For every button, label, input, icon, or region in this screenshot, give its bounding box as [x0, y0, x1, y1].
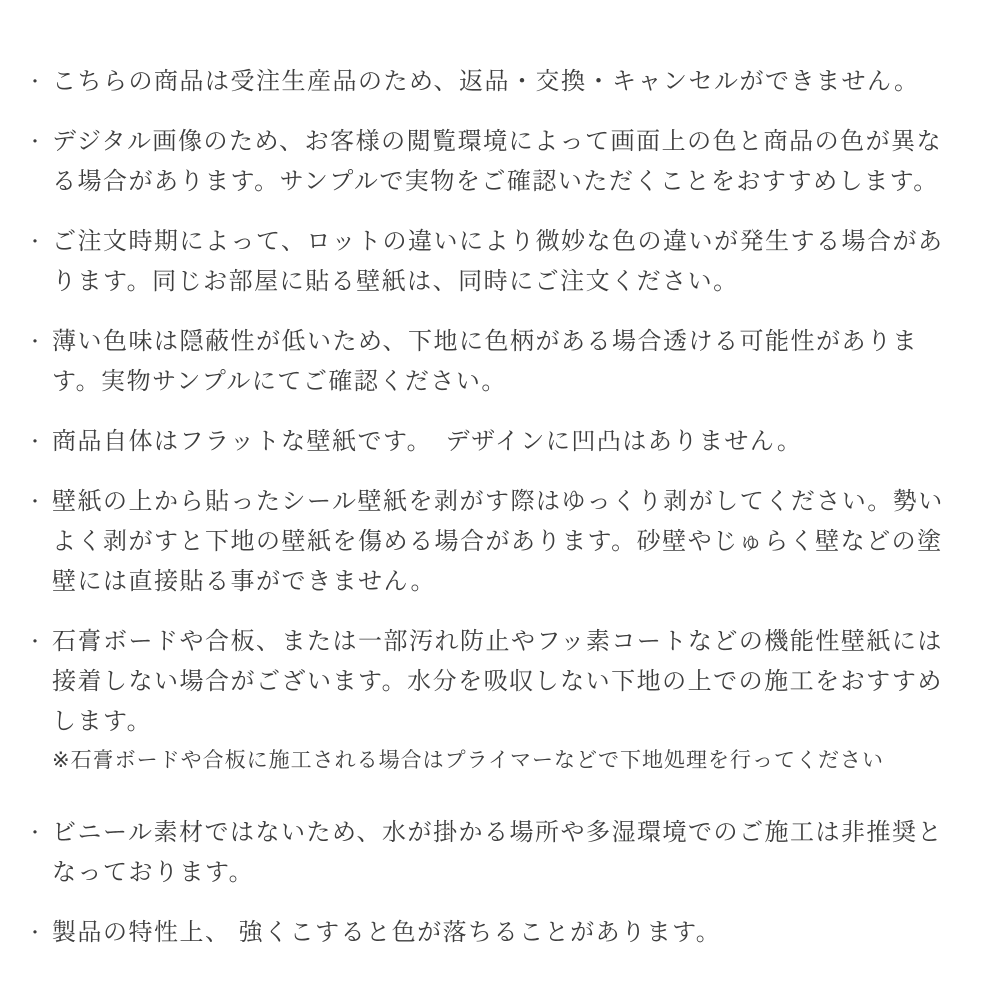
bullet-icon: ・	[26, 232, 44, 252]
bullet-icon: ・	[26, 132, 44, 152]
notice-item	[24, 422, 954, 462]
notice-item	[24, 913, 954, 953]
bullet-icon: ・	[26, 632, 44, 652]
notice-text: 薄い色味は隠蔽性が低いため、下地に色柄がある場合透ける可能性があります。実物サンプルにてご確認ください。	[52, 328, 919, 395]
bullet-icon: ・	[26, 823, 44, 843]
notice-text: ビニール素材ではないため、水が掛かる場所や多湿環境でのご施工は非推奨となっております。	[52, 819, 944, 886]
notice-text: 石膏ボードや合板、または一部汚れ防止やフッ素コートなどの機能性壁紙には接着しない場合がございます。水分を吸収しない下地の上での施工をおすすめします。	[52, 628, 943, 735]
notice-item	[24, 122, 954, 202]
notice-item	[24, 222, 954, 302]
notice-item	[24, 482, 954, 602]
notice-text: 壁紙の上から貼ったシール壁紙を剥がす際はゆっくり剥がしてください。勢いよく剥がすと下地の壁紙を傷める場合があります。砂壁やじゅらく壁などの塗壁には直接貼る事ができません。	[52, 488, 944, 595]
notice-text: ご注文時期によって、ロットの違いにより微妙な色の違いが発生する場合があります。同じお部屋に貼る壁紙は、同時にご注文ください。	[52, 228, 944, 295]
notice-list	[24, 62, 954, 953]
notice-body	[52, 622, 954, 777]
notice-text: こちらの商品は受注生産品のため、返品・交換・キャンセルができません。	[52, 68, 920, 95]
notice-item	[24, 322, 954, 402]
notice-item	[24, 622, 954, 777]
bullet-icon: ・	[26, 432, 44, 452]
notice-item	[24, 813, 954, 893]
notice-item	[24, 62, 954, 102]
bullet-icon: ・	[26, 72, 44, 92]
notice-text: 製品の特性上、 強くこすると色が落ちることがあります。	[52, 919, 722, 946]
notice-text: デジタル画像のため、お客様の閲覧環境によって画面上の色と商品の色が異なる場合があります。サンプルで実物をご確認いただくことをおすすめします。	[52, 128, 943, 195]
bullet-icon: ・	[26, 332, 44, 352]
notice-text: 商品自体はフラットな壁紙です。 デザインに凹凸はありません。	[52, 428, 803, 455]
bullet-icon: ・	[26, 492, 44, 512]
notice-subnote: ※石膏ボードや合板に施工される場合はプライマーなどで下地処理を行ってください	[52, 749, 884, 772]
bullet-icon: ・	[26, 923, 44, 943]
